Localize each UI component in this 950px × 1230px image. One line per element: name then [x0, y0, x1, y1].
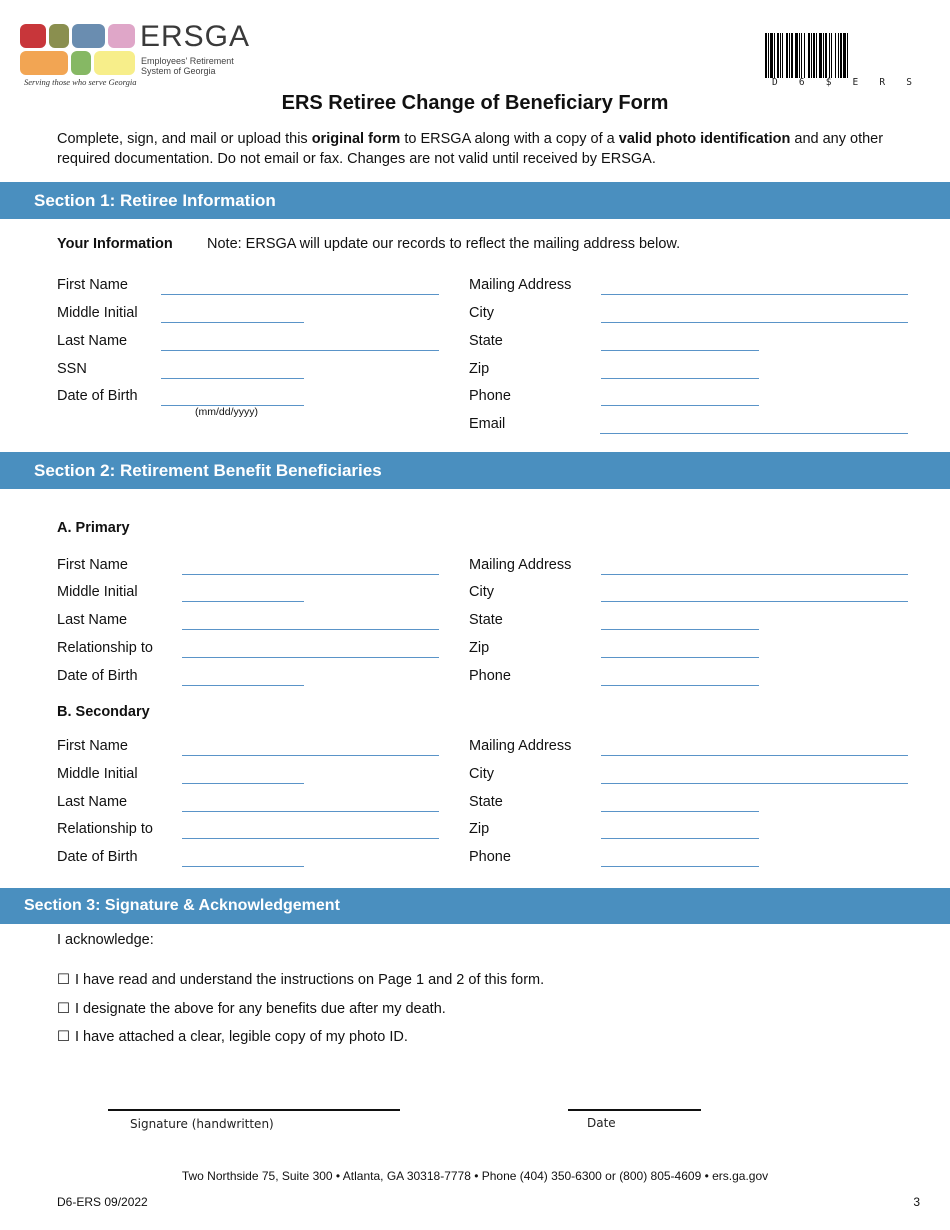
secondary-last-name-field[interactable]	[182, 811, 439, 812]
date-signature-line[interactable]	[568, 1109, 701, 1111]
secondary-date-of-birth-field[interactable]	[182, 866, 304, 867]
page-number: 3	[913, 1195, 920, 1209]
date-label: Date	[587, 1116, 616, 1130]
primary-state-field[interactable]	[601, 629, 759, 630]
barcode-char: S	[906, 77, 912, 88]
footer-address: Two Northside 75, Suite 300 • Atlanta, GA 30318-7778 • Phone (404) 350-6300 or (800) 805-4609 • ers.ga.gov	[181, 1169, 769, 1183]
primary-zip-field[interactable]	[601, 657, 759, 658]
barcode-char: 6	[798, 77, 805, 88]
acknowledgement-item	[57, 972, 544, 988]
intro-part1: Complete, sign, and mail or upload this	[57, 131, 312, 147]
retiree-email-label: Email	[469, 416, 506, 432]
secondary-first-name-label: First Name	[57, 738, 128, 754]
primary-middle-initial-label: Middle Initial	[57, 584, 138, 600]
secondary-phone-label: Phone	[469, 849, 511, 865]
barcode-char: R	[879, 77, 886, 88]
secondary-city-label: City	[469, 766, 494, 782]
barcode-text	[772, 77, 912, 88]
retiree-ssn-label: SSN	[57, 361, 87, 377]
logo-subtitle-line1: Employees' Retirement	[141, 56, 234, 66]
primary-mailing-address-field[interactable]	[601, 574, 908, 575]
logo-subtitle-line2: System of Georgia	[141, 66, 216, 76]
your-information-label: Your Information	[57, 236, 173, 252]
acknowledge-intro: I acknowledge:	[57, 932, 154, 948]
logo-tile-pink	[108, 24, 135, 48]
secondary-middle-initial-field[interactable]	[182, 783, 304, 784]
barcode-image	[765, 33, 915, 78]
retiree-last-name-field[interactable]	[161, 350, 439, 351]
section1-heading: Section 1: Retiree Information	[34, 190, 276, 210]
intro-bold-original-form: original form	[311, 131, 401, 147]
secondary-state-label: State	[469, 794, 503, 810]
retiree-first-name-label: First Name	[57, 277, 128, 293]
retiree-middle-initial-field[interactable]	[161, 322, 304, 323]
intro-text	[57, 129, 917, 169]
retiree-mailing-address-label: Mailing Address	[469, 277, 572, 293]
logo-tile-red	[20, 24, 46, 48]
barcode-bar	[848, 33, 850, 78]
primary-zip-label: Zip	[469, 640, 490, 656]
secondary-mailing-address-field[interactable]	[601, 755, 908, 756]
retiree-date-of-birth-label: Date of Birth	[57, 388, 138, 404]
primary-state-label: State	[469, 612, 503, 628]
retiree-first-name-field[interactable]	[161, 294, 439, 295]
primary-phone-field[interactable]	[601, 685, 759, 686]
form-title: ERS Retiree Change of Beneficiary Form	[281, 92, 669, 114]
acknowledgement-item	[57, 1001, 446, 1017]
secondary-middle-initial-label: Middle Initial	[57, 766, 138, 782]
primary-last-name-label: Last Name	[57, 612, 128, 628]
form-number: D6-ERS 09/2022	[57, 1195, 148, 1209]
primary-middle-initial-field[interactable]	[182, 601, 304, 602]
retiree-state-field[interactable]	[601, 350, 759, 351]
secondary-label: B. Secondary	[57, 704, 150, 720]
address-note: Note: ERSGA will update our records to reflect the mailing address below.	[207, 236, 681, 252]
logo-tile-green	[71, 51, 91, 75]
intro-part3: and any other required documentation. Do not email or fax. Changes are not valid until received by ERSGA.	[57, 131, 884, 167]
section1-header	[0, 182, 950, 219]
signature-label: Signature (handwritten)	[130, 1117, 274, 1131]
secondary-mailing-address-label: Mailing Address	[469, 738, 572, 754]
intro-bold-photo-id: valid photo identification	[618, 131, 791, 147]
checkbox-icon[interactable]: ☐	[57, 972, 70, 988]
primary-last-name-field[interactable]	[182, 629, 439, 630]
primary-city-field[interactable]	[601, 601, 908, 602]
logo-name: ERSGA	[140, 20, 251, 53]
primary-relationship-to-label: Relationship to	[57, 640, 153, 656]
retiree-ssn-field[interactable]	[161, 378, 304, 379]
retiree-state-label: State	[469, 333, 503, 349]
retiree-phone-field[interactable]	[601, 405, 759, 406]
section3-header	[0, 888, 950, 924]
logo-tile-blue	[72, 24, 105, 48]
checkbox-icon[interactable]: ☐	[57, 1029, 70, 1045]
retiree-phone-label: Phone	[469, 388, 511, 404]
acknowledgement-item	[57, 1029, 408, 1045]
acknowledgement-text: I designate the above for any benefits due after my death.	[75, 1001, 446, 1017]
logo-tile-orange	[20, 51, 68, 75]
primary-label: A. Primary	[57, 520, 130, 536]
secondary-zip-field[interactable]	[601, 838, 759, 839]
retiree-mailing-address-field[interactable]	[601, 294, 908, 295]
secondary-date-of-birth-label: Date of Birth	[57, 849, 138, 865]
signature-line[interactable]	[108, 1109, 400, 1111]
primary-mailing-address-label: Mailing Address	[469, 557, 572, 573]
logo-tile-yellow	[94, 51, 135, 75]
logo-tile-olive	[49, 24, 69, 48]
secondary-relationship-to-field[interactable]	[182, 838, 439, 839]
retiree-zip-label: Zip	[469, 361, 490, 377]
retiree-city-field[interactable]	[601, 322, 908, 323]
primary-city-label: City	[469, 584, 494, 600]
secondary-last-name-label: Last Name	[57, 794, 128, 810]
section3-heading: Section 3: Signature & Acknowledgement	[24, 897, 340, 914]
retiree-zip-field[interactable]	[601, 378, 759, 379]
secondary-first-name-field[interactable]	[182, 755, 439, 756]
secondary-state-field[interactable]	[601, 811, 759, 812]
retiree-middle-initial-label: Middle Initial	[57, 305, 138, 321]
primary-first-name-label: First Name	[57, 557, 128, 573]
barcode-char: $	[825, 77, 832, 88]
dob-format-hint: (mm/dd/yyyy)	[195, 406, 258, 418]
primary-date-of-birth-label: Date of Birth	[57, 668, 138, 684]
secondary-city-field[interactable]	[601, 783, 908, 784]
retiree-last-name-label: Last Name	[57, 333, 128, 349]
section2-heading: Section 2: Retirement Benefit Beneficiaries	[34, 460, 382, 480]
primary-first-name-field[interactable]	[182, 574, 439, 575]
section2-header	[0, 452, 950, 489]
logo-tagline: Serving those who serve Georgia	[24, 77, 137, 87]
primary-relationship-to-field[interactable]	[182, 657, 439, 658]
primary-phone-label: Phone	[469, 668, 511, 684]
intro-part2: to ERSGA along with a copy of a	[400, 131, 619, 147]
secondary-relationship-to-label: Relationship to	[57, 821, 153, 837]
acknowledgement-text: I have read and understand the instructions on Page 1 and 2 of this form.	[75, 972, 545, 988]
secondary-zip-label: Zip	[469, 821, 490, 837]
checkbox-icon[interactable]: ☐	[57, 1001, 70, 1017]
retiree-email-field[interactable]	[600, 433, 908, 434]
primary-date-of-birth-field[interactable]	[182, 685, 304, 686]
retiree-city-label: City	[469, 305, 494, 321]
barcode-char: E	[852, 77, 859, 88]
acknowledgement-text: I have attached a clear, legible copy of my photo ID.	[75, 1029, 408, 1045]
logo-subtitle	[141, 56, 234, 76]
barcode-char: D	[772, 77, 778, 88]
secondary-phone-field[interactable]	[601, 866, 759, 867]
